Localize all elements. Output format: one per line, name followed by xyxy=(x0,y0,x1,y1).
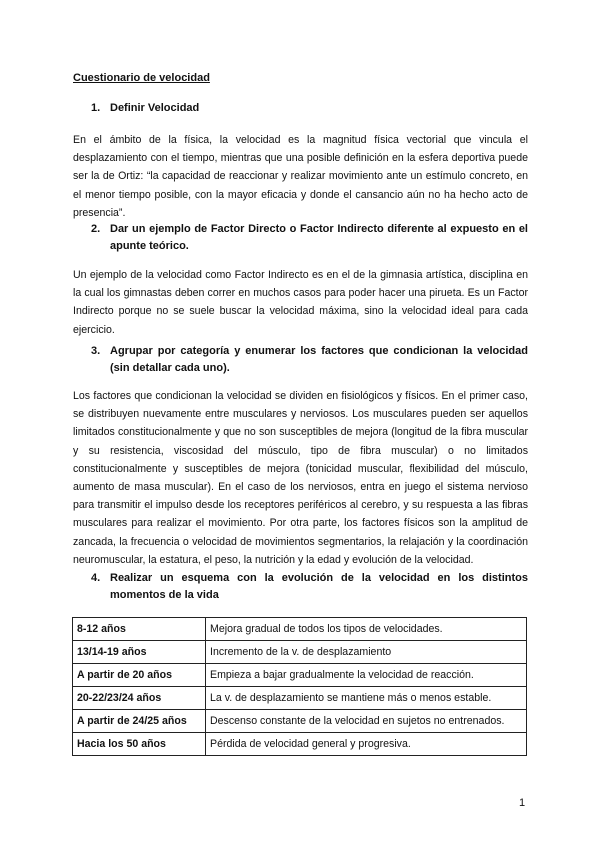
question-number: 1. xyxy=(91,102,101,114)
page-number: 1 xyxy=(519,797,526,809)
age-cell: A partir de 20 años xyxy=(73,664,206,687)
question-1-answer: En el ámbito de la física, la velocidad es la magnitud física vectorial que vincula el desplazamiento con el tiempo, mientras que una posible definición en la esfera deportiva puede ser la de Ortiz: “la capacidad de reaccionar y realizar movimiento ante un estímulo concreto, en el menor tiempo posible, con la mayor eficacia y donde el cansancio aún no ha hecho acto de presencia”. xyxy=(73,134,528,219)
age-cell: 20-22/23/24 años xyxy=(73,687,206,710)
description-cell: Incremento de la v. de desplazamiento xyxy=(206,641,527,664)
table-row xyxy=(73,710,527,733)
table-row xyxy=(73,733,527,756)
question-text: Dar un ejemplo de Factor Directo o Factor Indirecto diferente al expuesto en el apunte teórico. xyxy=(110,223,528,252)
age-cell: 13/14-19 años xyxy=(73,641,206,664)
age-cell: A partir de 24/25 años xyxy=(73,710,206,733)
question-2-answer: Un ejemplo de la velocidad como Factor Indirecto es en el de la gimnasia artística, disciplina en la cual los gimnastas deben correr en muchos casos para poder hacer una pirueta. Es un Factor Indirecto porque no se suele buscar la velocidad máxima, sino la velocidad ideal para cada ejercicio. xyxy=(73,269,528,336)
velocity-evolution-table xyxy=(72,617,527,756)
question-text: Definir Velocidad xyxy=(110,102,200,114)
document-title: Cuestionario de velocidad xyxy=(73,72,210,84)
table-row xyxy=(73,687,527,710)
question-text: Realizar un esquema con la evolución de la velocidad en los distintos momentos de la vida xyxy=(110,572,528,601)
question-4-heading xyxy=(91,570,528,604)
question-number: 4. xyxy=(91,572,101,584)
question-number: 3. xyxy=(91,345,101,357)
question-1-heading xyxy=(91,100,528,117)
description-cell: Descenso constante de la velocidad en sujetos no entrenados. xyxy=(206,710,527,733)
table-row xyxy=(73,641,527,664)
question-number: 2. xyxy=(91,223,101,235)
age-cell: Hacia los 50 años xyxy=(73,733,206,756)
description-cell: Pérdida de velocidad general y progresiva. xyxy=(206,733,527,756)
question-text: Agrupar por categoría y enumerar los factores que condicionan la velocidad (sin detallar cada uno). xyxy=(110,345,528,374)
description-cell: Mejora gradual de todos los tipos de velocidades. xyxy=(206,618,527,641)
description-cell: Empieza a bajar gradualmente la velocidad de reacción. xyxy=(206,664,527,687)
age-cell: 8-12 años xyxy=(73,618,206,641)
question-2-heading xyxy=(91,221,528,255)
table-row xyxy=(73,618,527,641)
table-row xyxy=(73,664,527,687)
question-3-heading xyxy=(91,343,528,377)
question-3-answer: Los factores que condicionan la velocidad se dividen en fisiológicos y físicos. En el primer caso, se distribuyen nuevamente entre musculares y nerviosos. Los musculares pueden ser aquellos limitados constitucionalmente y que no son susceptibles de mejora (longitud de la fibra muscular y su resistencia, viscosidad del músculo, tipo de fibra muscular) o no limitados constitucionalmente y susceptibles de mejora (tonicidad muscular, flexibilidad del músculo, aumento de masa muscular). En el caso de los nerviosos, entra en juego el sistema nervioso para transmitir el impulso desde los receptores periféricos al cerebro, y su respuesta a las fibras musculares para realizar el movimiento. Por otra parte, los factores físicos son la amplitud de zancada, la frecuencia o velocidad de movimientos segmentarios, la relajación y la coordinación neuromuscular, la estatura, el peso, la nutrición y la edad y evolución de la velocidad. xyxy=(73,390,528,566)
description-cell: La v. de desplazamiento se mantiene más o menos estable. xyxy=(206,687,527,710)
